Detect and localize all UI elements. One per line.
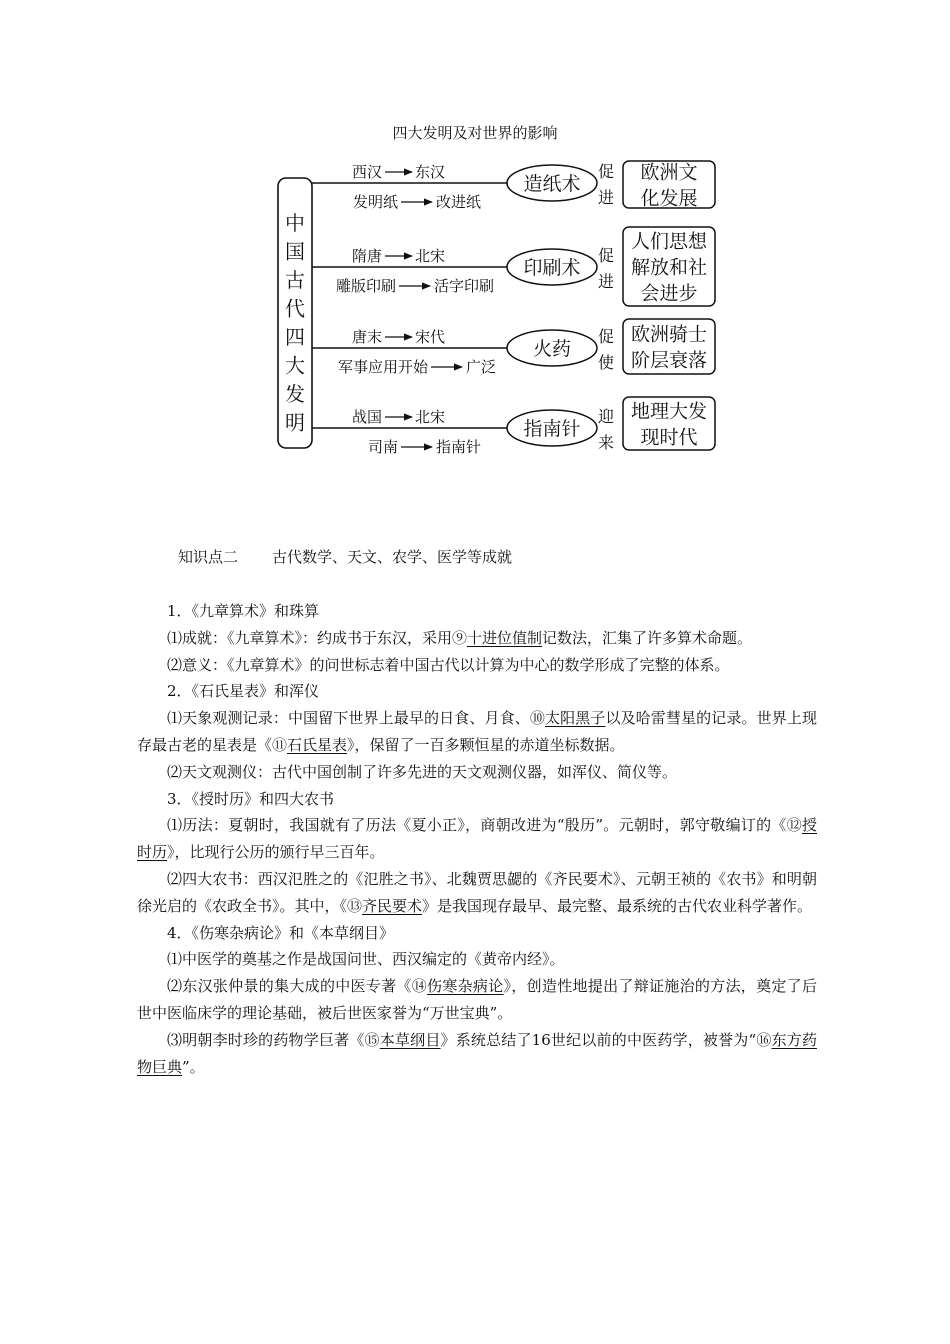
left-label: [285, 211, 305, 435]
content-paragraph: [137, 786, 817, 813]
text-run: 》，比现行公历的颁行早三百年。: [167, 843, 385, 862]
invention-row: [312, 227, 715, 306]
stage-end: 广泛: [466, 358, 497, 376]
content-paragraph: [137, 625, 817, 652]
answer-blank: 伤寒杂病论: [427, 977, 504, 996]
text-run: 3．《授时历》和四大农书: [167, 789, 335, 808]
effect-verb: 促: [597, 327, 615, 346]
period-end: 东汉: [415, 163, 446, 181]
invention-rows: [312, 161, 715, 456]
answer-blank: 齐民要术: [362, 896, 423, 915]
content-paragraph: [137, 652, 817, 679]
answer-blank: 东方药物巨典: [137, 1030, 817, 1076]
answer-blank: 本草纲目: [379, 1030, 441, 1049]
text-run: 》，创造性地提出了辩证施治的方法，奠定了后世中医临床学的理论基础，被后世医家誉为“万世宝典”。: [137, 977, 817, 1022]
invention-name: 造纸术: [523, 173, 581, 195]
content-paragraph: [137, 866, 817, 920]
period-end: 北宋: [415, 408, 446, 426]
left-label-char: 发: [285, 382, 305, 406]
left-label-char: 中: [285, 211, 305, 235]
effect-text: 阶层衰落: [630, 349, 708, 372]
text-run: 记数法，汇集了许多算术命题。: [542, 628, 753, 647]
effect-verb: 来: [597, 433, 615, 452]
text-run: 》，保留了一百多颗恒星的赤道坐标数据。: [347, 735, 625, 754]
content-paragraph: [137, 920, 817, 947]
content-paragraph: [137, 812, 817, 866]
text-run: ⑴天象观测记录：中国留下世界上最早的日食、月食、⑩: [167, 709, 545, 728]
content-paragraph: [137, 678, 817, 705]
period-start: 唐末: [351, 328, 382, 346]
left-label-char: 明: [285, 410, 305, 435]
left-label-char: 大: [285, 353, 305, 378]
effect-verb: 促: [597, 246, 615, 265]
effect-verb: 迎: [597, 407, 615, 426]
section-heading: [178, 546, 512, 567]
effect-text: 会进步: [640, 282, 698, 305]
invention-name: 火药: [532, 338, 572, 360]
text-run: ⑵东汉张仲景的集大成的中医专著《⑭: [167, 977, 428, 996]
effect-text: 地理大发: [630, 400, 708, 423]
stage-start: 发明纸: [352, 193, 398, 211]
invention-row: [312, 161, 715, 211]
text-run: 1．《九章算术》和珠算: [167, 602, 320, 620]
stage-start: 司南: [367, 438, 398, 456]
text-run: ⑴中医学的奠基之作是战国问世、西汉编定的《黄帝内经》。: [167, 950, 565, 969]
text-run: 4．《伤寒杂病论》和《本草纲目》: [167, 923, 395, 942]
text-run: 》是我国现存最早、最完整、最系统的古代农业科学著作。: [422, 896, 813, 915]
invention-row: [312, 397, 715, 456]
stage-end: 活字印刷: [434, 277, 495, 295]
left-label-char: 古: [285, 268, 305, 292]
content-paragraph: [137, 705, 817, 759]
effect-text: 人们思想: [630, 230, 708, 253]
text-run: ⑵天文观测仪：古代中国创制了许多先进的天文观测仪器，如浑仪、简仪等。: [167, 762, 678, 781]
text-run: 以及哈雷彗星的记录。世界上现存最古老的星表是《⑪: [137, 709, 817, 754]
effect-text: 化发展: [640, 187, 698, 210]
content-paragraph: [137, 598, 817, 625]
text-run: 2．《石氏星表》和浑仪: [167, 682, 320, 701]
effect-text: 现时代: [640, 426, 698, 449]
diagram-title: 四大发明及对世界的影响: [392, 124, 558, 142]
text-run: ⑵四大农书：西汉氾胜之的《氾胜之书》、北魏贾思勰的《齐民要术》、元朝王祯的《农书》和明朝徐光启的《农政全书》。其中，《⑬: [137, 869, 817, 915]
text-run: 》系统总结了16世纪以前的中医药学，被誉为“⑯: [440, 1030, 772, 1049]
content-body: [137, 598, 817, 1080]
content-paragraph: [137, 1027, 817, 1081]
answer-blank: 石氏星表: [287, 735, 348, 754]
text-run: ⑶明朝李时珍的药物学巨著《⑮: [167, 1030, 380, 1049]
period-end: 北宋: [415, 247, 446, 265]
text-run: ⑵意义：《九章算术》的问世标志着中国古代以计算为中心的数学形成了完整的体系。: [167, 655, 730, 674]
content-paragraph: [137, 946, 817, 973]
period-start: 隋唐: [351, 247, 382, 265]
answer-blank: 授时历: [137, 816, 817, 862]
period-end: 宋代: [415, 328, 446, 346]
effect-text: 解放和社: [630, 256, 708, 279]
stage-start: 军事应用开始: [337, 358, 428, 376]
text-run: ⑴历法：夏朝时，我国就有了历法《夏小正》，商朝改进为“殷历”。元朝时，郭守敬编订的《⑫: [167, 816, 802, 835]
invention-name: 指南针: [523, 418, 581, 440]
invention-row: [312, 319, 715, 376]
effect-verb: 进: [597, 188, 615, 207]
content-paragraph: [137, 973, 817, 1027]
effect-text: 欧洲骑士: [630, 323, 708, 346]
text-run: ”。: [182, 1057, 205, 1076]
answer-blank: 十进位值制: [467, 628, 543, 647]
effect-verb: 促: [597, 162, 615, 181]
left-label-char: 四: [285, 325, 305, 349]
invention-name: 印刷术: [523, 257, 581, 279]
stage-end: 改进纸: [436, 193, 482, 211]
effect-verb: 进: [597, 272, 615, 291]
section-title: 古代数学、天文、农学、医学等成就: [272, 548, 513, 566]
effect-text: 欧洲文: [640, 161, 698, 184]
period-start: 战国: [351, 408, 382, 426]
four-inventions-diagram: [270, 152, 730, 462]
text-run: ⑴成就：《九章算术》：约成书于东汉，采用⑨: [167, 628, 468, 647]
content-paragraph: [137, 759, 817, 786]
stage-end: 指南针: [436, 438, 482, 456]
left-label-char: 国: [285, 239, 305, 264]
section-label: 知识点二: [178, 548, 239, 566]
stage-start: 雕版印刷: [335, 277, 396, 295]
effect-verb: 使: [597, 353, 615, 372]
answer-blank: 太阳黑子: [544, 709, 606, 728]
left-label-char: 代: [285, 296, 305, 321]
period-start: 西汉: [351, 163, 382, 181]
